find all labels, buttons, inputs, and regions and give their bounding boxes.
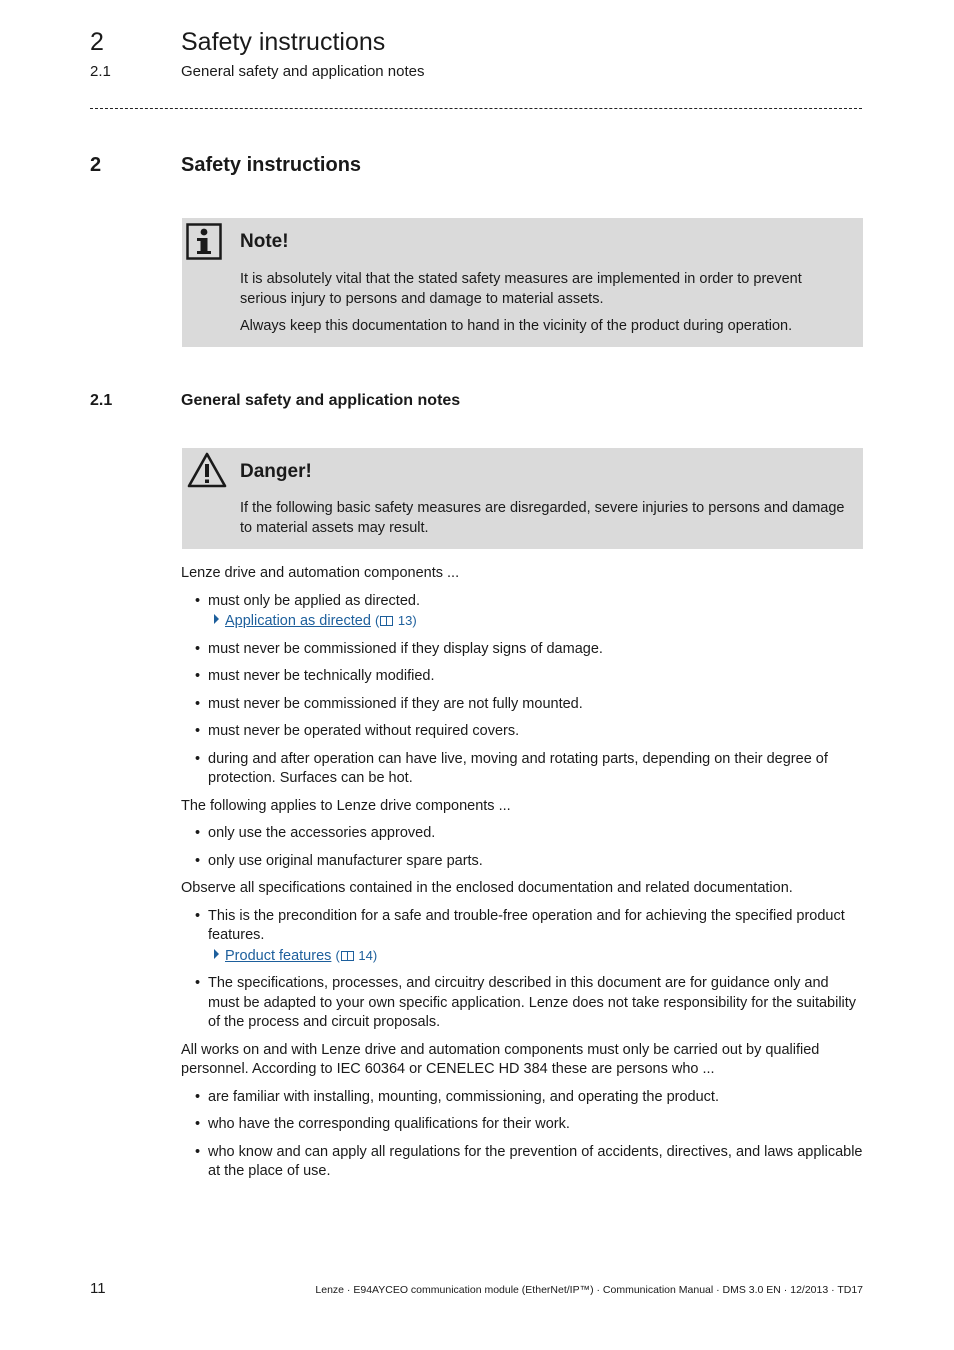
- page-ref-open: (: [335, 947, 340, 963]
- list-item-text: must never be operated without required covers.: [208, 723, 520, 739]
- bullet: •: [195, 1143, 201, 1160]
- header-section-title: General safety and application notes: [181, 63, 425, 80]
- page-reference: [375, 613, 417, 628]
- info-icon: [186, 223, 222, 265]
- header-divider: [90, 108, 862, 109]
- bullet: •: [195, 750, 201, 767]
- drive-components-list: [181, 824, 863, 871]
- section-heading-title: General safety and application notes: [181, 392, 461, 409]
- footer-document-info: Lenze · E94AYCEO communication module (EtherNet/IP™) · Communication Manual · DMS 3.0 EN · 12/2013 · TD17: [315, 1284, 863, 1296]
- note-paragraph-1: It is absolutely vital that the stated safety measures are implemented in order to prevent serious injury to persons and damage to material assets.: [240, 271, 802, 307]
- bullet: •: [195, 723, 201, 739]
- intro-specifications: Observe all specifications contained in the enclosed documentation and related documentation.: [181, 880, 793, 896]
- book-icon: [380, 616, 393, 626]
- danger-title: Danger!: [240, 461, 312, 482]
- danger-text: If the following basic safety measures are disregarded, severe injuries to persons and damage to material assets may result.: [240, 500, 845, 536]
- danger-box: [182, 448, 863, 549]
- list-item: [181, 667, 863, 687]
- list-item-text: only use original manufacturer spare parts.: [208, 852, 483, 869]
- bullet: •: [195, 668, 201, 684]
- intro-components: Lenze drive and automation components ...: [181, 565, 460, 581]
- list-item-text: are familiar with installing, mounting, commissioning, and operating the product.: [208, 1088, 719, 1105]
- list-item: [181, 852, 863, 872]
- components-list: [181, 592, 863, 789]
- list-item-text: must never be commissioned if they are not fully mounted.: [208, 695, 583, 712]
- bullet: •: [195, 975, 201, 991]
- header-chapter-title: Safety instructions: [181, 28, 386, 56]
- warning-triangle-icon: [186, 451, 228, 494]
- specifications-list: [181, 907, 863, 1033]
- body-content: [181, 564, 863, 1190]
- bullet: •: [195, 907, 201, 924]
- book-icon: [341, 951, 354, 961]
- cross-reference: [208, 946, 863, 967]
- list-item-text: who know and can apply all regulations for the prevention of accidents, directives, and laws applicable at the place of use.: [208, 1143, 863, 1179]
- list-item: [181, 592, 863, 632]
- note-title: Note!: [240, 231, 289, 252]
- page-reference: [335, 948, 377, 963]
- list-item: [181, 1115, 863, 1135]
- chapter-heading-title: Safety instructions: [181, 154, 362, 176]
- cross-reference: [208, 611, 863, 632]
- arrow-right-icon: [214, 614, 219, 624]
- list-item-text: who have the corresponding qualifications for their work.: [208, 1116, 570, 1132]
- list-item: [181, 907, 863, 967]
- bullet: •: [195, 640, 201, 657]
- list-item: [181, 974, 863, 1033]
- list-item-text: only use the accessories approved.: [208, 825, 436, 841]
- bullet: •: [195, 695, 201, 712]
- bullet: •: [195, 592, 201, 609]
- header-section-number: 2.1: [90, 63, 111, 80]
- list-item-text: must never be technically modified.: [208, 668, 435, 684]
- page-ref-number: 13): [397, 613, 417, 628]
- list-item-text: during and after operation can have live, moving and rotating parts, depending on their degree of protection. Surfaces can be hot.: [208, 750, 828, 786]
- note-box: [182, 218, 863, 347]
- page-ref-number: 14): [358, 947, 378, 963]
- list-item: [181, 640, 863, 660]
- bullet: •: [195, 1088, 201, 1105]
- list-item: [181, 1088, 863, 1108]
- note-paragraph-2: Always keep this documentation to hand in the vicinity of the product during operation.: [240, 318, 793, 334]
- list-item-text: The specifications, processes, and circuitry described in this document are for guidance only and must be adapted to your own specific application. Lenze does not take responsibility for the suitability of the process and circuit proposals.: [208, 975, 857, 1030]
- list-item-text: must never be commissioned if they display signs of damage.: [208, 640, 603, 657]
- section-heading-number: 2.1: [90, 392, 113, 409]
- application-as-directed-link[interactable]: Application as directed: [225, 613, 371, 629]
- bullet: •: [195, 825, 201, 841]
- page-number: 11: [90, 1280, 106, 1297]
- list-item-text: must only be applied as directed.: [208, 592, 420, 609]
- page-ref-open: (: [374, 613, 380, 628]
- product-features-link[interactable]: Product features: [225, 947, 332, 964]
- list-item: [181, 695, 863, 715]
- list-item: [181, 750, 863, 789]
- bullet: •: [195, 1116, 201, 1132]
- list-item: [181, 1143, 863, 1182]
- bullet: •: [195, 852, 201, 869]
- arrow-right-icon: [214, 949, 219, 959]
- list-item-text: This is the precondition for a safe and trouble-free operation and for achieving the specified product features.: [208, 907, 845, 943]
- intro-drive-components: The following applies to Lenze drive components ...: [181, 797, 511, 814]
- list-item: [181, 824, 863, 844]
- header-chapter-number: 2: [90, 28, 104, 56]
- qualified-personnel-list: [181, 1088, 863, 1182]
- intro-qualified-personnel: All works on and with Lenze drive and automation components must only be carried out by qualified personnel. According to IEC 60364 or CENELEC HD 384 these are persons who ...: [181, 1041, 820, 1077]
- list-item: [181, 722, 863, 742]
- chapter-heading-number: 2: [90, 154, 102, 176]
